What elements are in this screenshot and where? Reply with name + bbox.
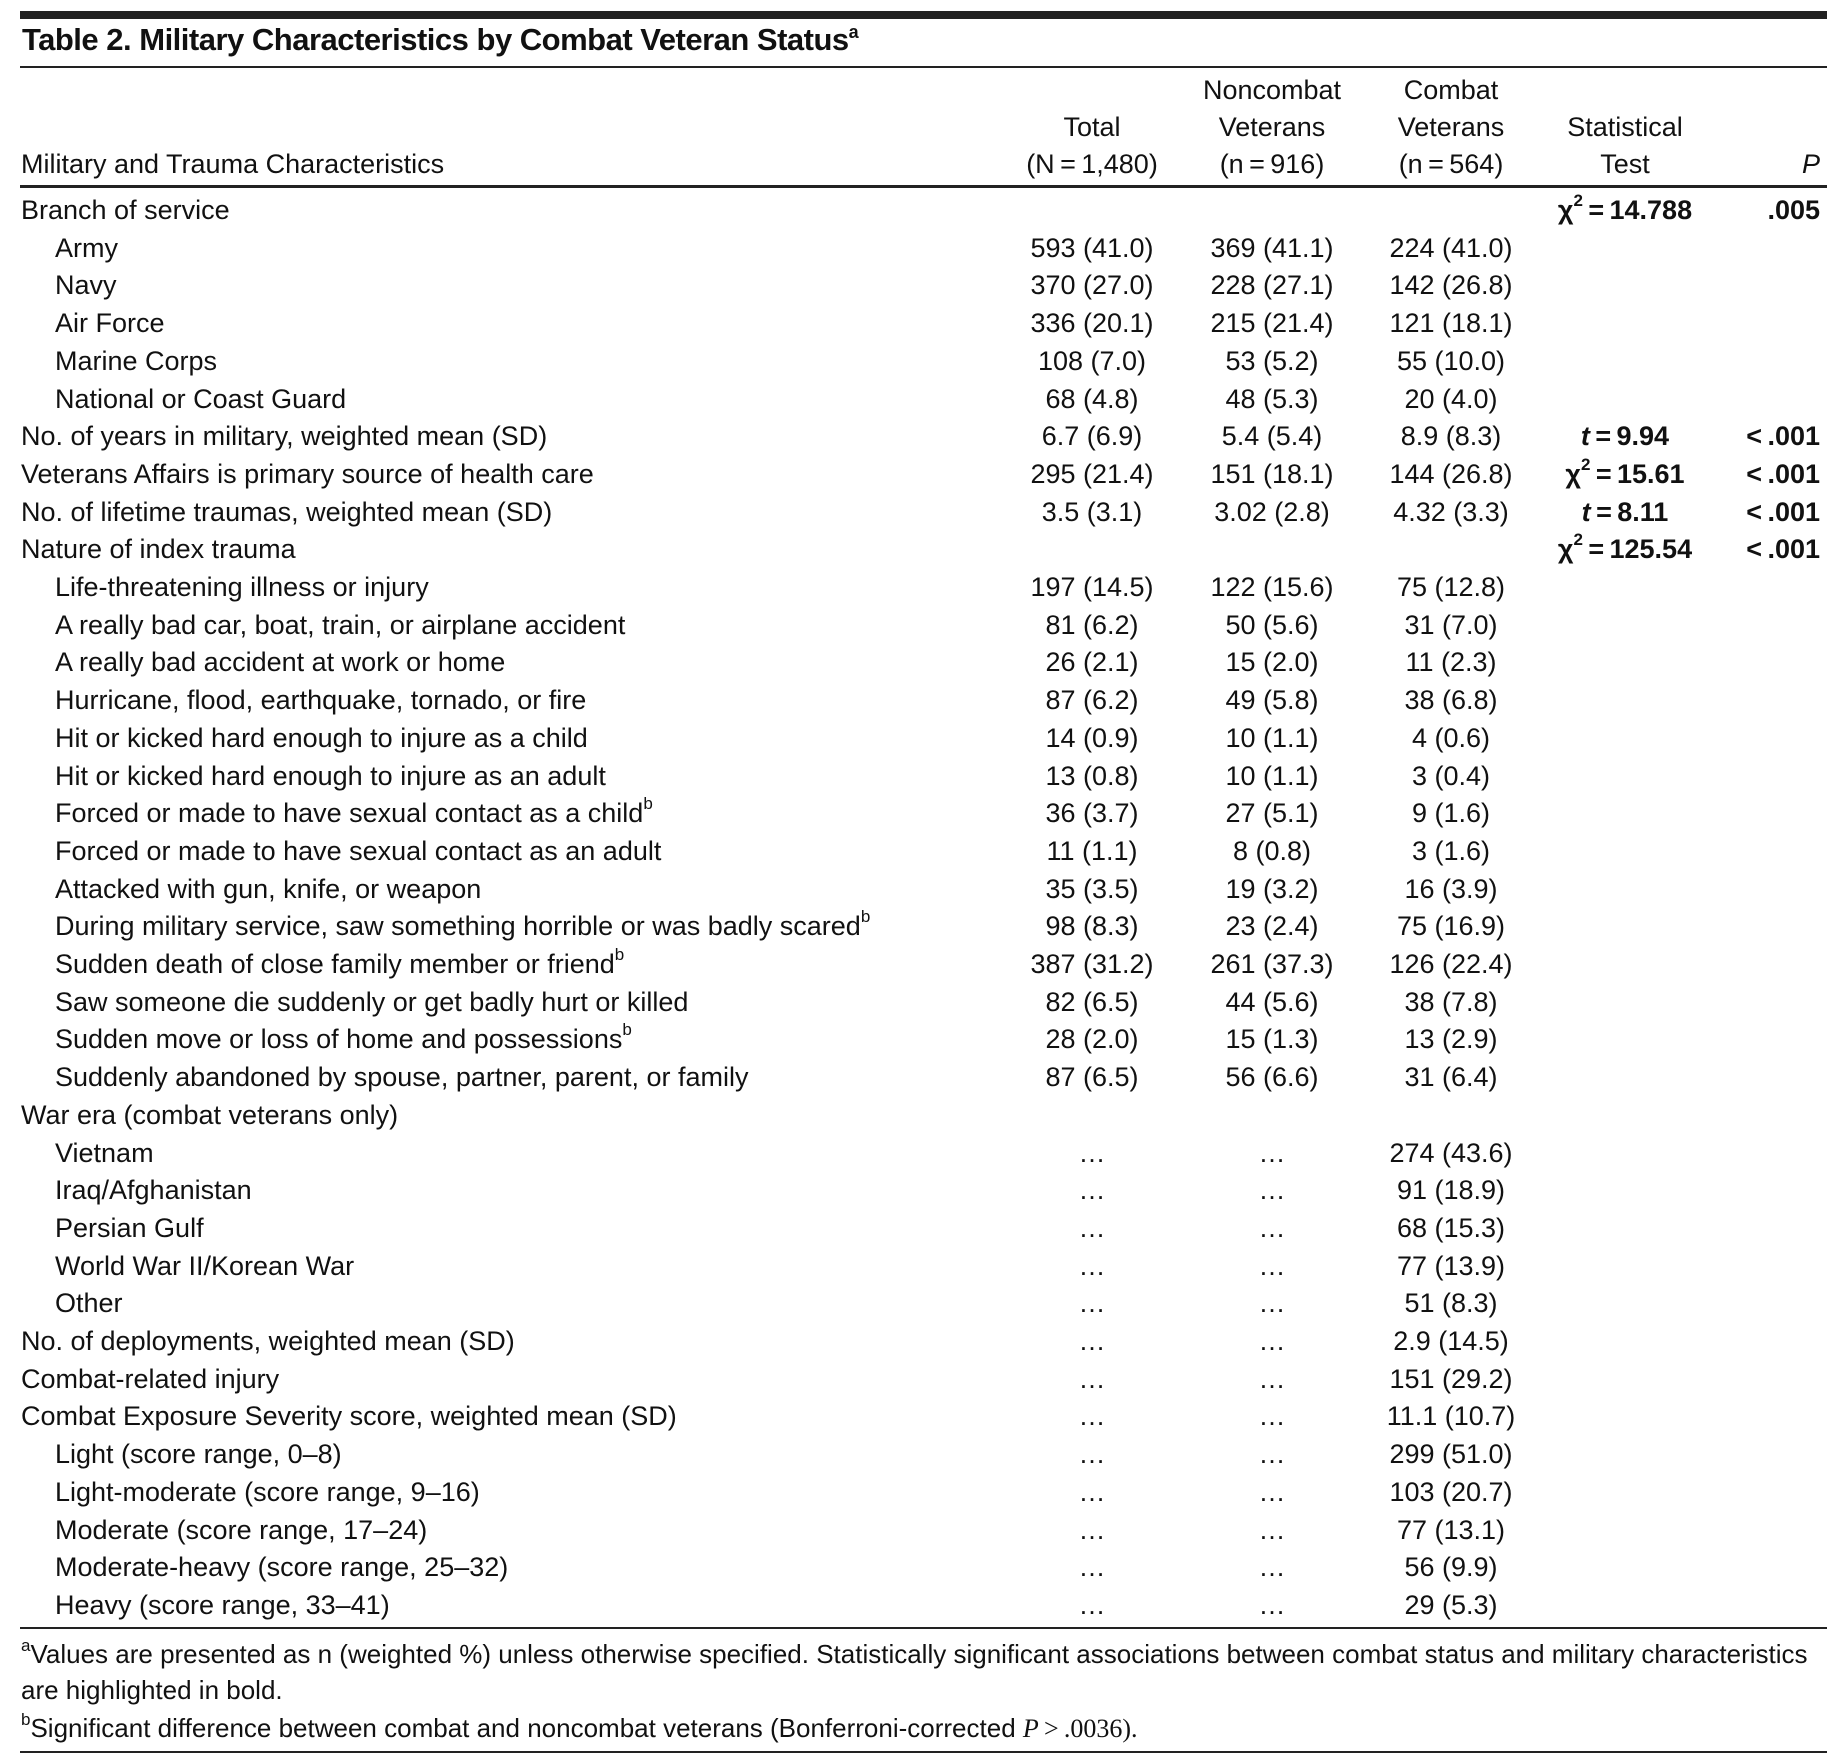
row-label (55, 342, 217, 380)
table-row (0, 493, 1837, 531)
table-row (0, 417, 1837, 455)
row-label-text: Army (55, 232, 118, 263)
cell-total: 6.7 (6.9) (1041, 421, 1143, 452)
cell-combat: 103 (20.7) (1389, 1476, 1513, 1507)
row-label-text: No. of years in military, weighted mean (SD) (21, 421, 548, 452)
cell-noncombat: 53 (5.2) (1225, 345, 1319, 376)
row-label-text: Heavy (score range, 33–41) (55, 1589, 390, 1620)
cell-noncombat: … (1258, 1514, 1286, 1545)
footnote-b-mark: b (21, 1710, 31, 1729)
cell-combat: 142 (26.8) (1389, 270, 1513, 301)
table-row (0, 1397, 1837, 1435)
test-variable: χ (1557, 195, 1574, 225)
row-label-text: Combat-related injury (21, 1363, 280, 1394)
cell-combat: 274 (43.6) (1389, 1137, 1513, 1168)
row-label (55, 719, 588, 757)
cell-noncombat: 15 (2.0) (1225, 647, 1319, 678)
table-row (0, 681, 1837, 719)
row-label (55, 870, 481, 908)
test-value: = 14.788 (1582, 195, 1693, 225)
cell-combat: 31 (6.4) (1404, 1062, 1498, 1093)
cell-total: … (1078, 1250, 1106, 1281)
row-label-text: Hurricane, flood, earthquake, tornado, or fire (55, 685, 587, 716)
row-label (21, 191, 230, 229)
cell-total: 68 (4.8) (1045, 383, 1139, 414)
row-label-text: A really bad accident at work or home (55, 647, 506, 678)
cell-total: 14 (0.9) (1045, 722, 1139, 753)
row-label (55, 1284, 123, 1322)
header-noncombat-line3: (n = 916) (1219, 149, 1325, 179)
cell-p-value: .005 (1767, 195, 1820, 225)
row-label-text: Nature of index trauma (21, 534, 296, 565)
cell-combat: 121 (18.1) (1389, 308, 1513, 339)
table-row (0, 530, 1837, 568)
cell-combat: 29 (5.3) (1404, 1589, 1498, 1620)
cell-combat: 144 (26.8) (1389, 458, 1513, 489)
cell-noncombat: 27 (5.1) (1225, 798, 1319, 829)
test-variable: χ (1565, 458, 1581, 489)
row-label-text: National or Coast Guard (55, 383, 347, 414)
cell-noncombat: 122 (15.6) (1210, 572, 1334, 602)
header-test-line2: Test (1600, 149, 1650, 179)
header-rule (20, 185, 1827, 188)
table-row (0, 568, 1837, 606)
cell-total: 87 (6.5) (1045, 1062, 1139, 1093)
table-row (0, 304, 1837, 342)
header-total-line1: Total (1063, 112, 1121, 142)
cell-combat: 4 (0.6) (1411, 722, 1491, 753)
table-row (0, 1322, 1837, 1360)
row-label (21, 1360, 279, 1398)
cell-noncombat: … (1258, 1589, 1286, 1620)
row-label (55, 643, 505, 681)
header-test (1530, 109, 1720, 183)
table-row (0, 1134, 1837, 1172)
table-row (0, 455, 1837, 493)
footnote-mark: b (622, 1020, 632, 1040)
cell-noncombat: 8 (0.8) (1232, 835, 1312, 866)
footnote-mark: b (614, 945, 625, 964)
test-superscript: 2 (1573, 530, 1583, 550)
header-combat-line3: (n = 564) (1398, 149, 1504, 179)
cell-p-value: < .001 (1746, 534, 1820, 565)
row-label (55, 568, 429, 606)
cell-combat: 4.32 (3.3) (1393, 496, 1509, 527)
cell-statistical-test (1530, 417, 1720, 455)
row-label (55, 1058, 748, 1096)
cell-noncombat: 15 (1.3) (1225, 1024, 1319, 1055)
row-label-text: A really bad car, boat, train, or airplane accident (55, 609, 626, 640)
test-variable: t (1580, 421, 1590, 452)
cell-combat: 75 (12.8) (1396, 572, 1506, 602)
cell-statistical-test (1530, 493, 1720, 531)
row-label (55, 907, 870, 945)
cell-noncombat: 23 (2.4) (1225, 911, 1319, 942)
header-total-line2: (N = 1,480) (1026, 149, 1158, 179)
test-variable: t (1581, 496, 1591, 527)
cell-noncombat: … (1258, 1476, 1286, 1507)
row-label-text: Forced or made to have sexual contact as a child (55, 798, 644, 829)
cell-noncombat: 215 (21.4) (1210, 308, 1334, 339)
cell-total: … (1078, 1589, 1106, 1620)
cell-noncombat: 10 (1.1) (1225, 760, 1319, 791)
test-superscript: 2 (1573, 191, 1583, 210)
row-label (55, 1435, 342, 1473)
row-label (55, 757, 606, 795)
row-label (55, 983, 688, 1021)
cell-noncombat: … (1258, 1250, 1286, 1281)
table-row (0, 380, 1837, 418)
cell-total: 387 (31.2) (1030, 949, 1154, 979)
table-row (0, 1548, 1837, 1586)
table-row (0, 1096, 1837, 1134)
table-row (0, 1511, 1837, 1549)
footnote-b-tail: > .0036). (1038, 1714, 1138, 1743)
header-noncombat-line1: Noncombat (1202, 75, 1342, 105)
row-label (55, 1209, 204, 1247)
footnote-b-p: P (1022, 1714, 1039, 1743)
header-noncombat-line2: Veterans (1218, 112, 1326, 142)
test-superscript: 2 (1580, 454, 1591, 474)
table-row (0, 342, 1837, 380)
cell-total: … (1078, 1476, 1106, 1507)
row-label (21, 530, 296, 568)
header-p: P (1801, 149, 1820, 179)
row-label (55, 794, 653, 832)
cell-noncombat: 151 (18.1) (1210, 458, 1334, 489)
cell-combat: 51 (8.3) (1404, 1288, 1498, 1319)
cell-combat: 11 (2.3) (1405, 647, 1497, 678)
row-label-text: Iraq/Afghanistan (55, 1175, 252, 1206)
table-row (0, 870, 1837, 908)
table-row (0, 1360, 1837, 1398)
row-label (21, 455, 594, 493)
cell-total: 197 (14.5) (1030, 572, 1154, 602)
row-label-text: Sudden death of close family member or friend (55, 949, 615, 979)
cell-total: 36 (3.7) (1045, 798, 1139, 829)
cell-combat: 126 (22.4) (1389, 949, 1513, 979)
cell-combat: 2.9 (14.5) (1393, 1326, 1509, 1356)
row-label-text: Forced or made to have sexual contact as an adult (55, 835, 662, 866)
title-rule (20, 66, 1827, 68)
row-label-text: Branch of service (21, 195, 230, 225)
cell-total: 13 (0.8) (1045, 760, 1139, 791)
row-label (55, 1473, 480, 1511)
cell-combat: 8.9 (8.3) (1400, 421, 1502, 452)
cell-combat: 151 (29.2) (1389, 1363, 1513, 1394)
cell-total: … (1078, 1326, 1106, 1356)
row-label (55, 1586, 390, 1624)
table-row (0, 643, 1837, 681)
cell-total: 295 (21.4) (1030, 458, 1154, 489)
cell-combat: 299 (51.0) (1389, 1439, 1513, 1470)
header-combat-line2: Veterans (1397, 112, 1505, 142)
cell-total: 593 (41.0) (1030, 232, 1154, 263)
footnote-mark: b (860, 907, 871, 927)
table-row (0, 983, 1837, 1021)
cell-noncombat: … (1258, 1439, 1286, 1470)
header-noncombat (1192, 72, 1352, 183)
row-label-text: Veterans Affairs is primary source of health care (21, 458, 594, 489)
cell-total: 28 (2.0) (1045, 1024, 1139, 1055)
table-row (0, 1020, 1837, 1058)
cell-combat: 20 (4.0) (1404, 383, 1498, 414)
table-row (0, 832, 1837, 870)
cell-total: 336 (20.1) (1030, 308, 1154, 339)
cell-combat: 38 (7.8) (1404, 986, 1498, 1017)
cell-noncombat: 3.02 (2.8) (1214, 496, 1330, 527)
cell-noncombat: 49 (5.8) (1225, 685, 1319, 716)
row-label (55, 606, 625, 644)
table-row (0, 1284, 1837, 1322)
cell-noncombat: 56 (6.6) (1225, 1062, 1319, 1093)
cell-combat: 77 (13.1) (1396, 1514, 1506, 1545)
table-row (0, 1435, 1837, 1473)
row-label (55, 1020, 632, 1058)
cell-noncombat: 10 (1.1) (1225, 722, 1319, 753)
cell-combat: 31 (7.0) (1404, 609, 1498, 640)
top-thick-rule (20, 11, 1827, 19)
cell-noncombat: … (1258, 1137, 1286, 1168)
table-row (0, 907, 1837, 945)
cell-total: … (1078, 1137, 1106, 1168)
cell-total: … (1078, 1514, 1106, 1545)
bottom-rule (20, 1751, 1827, 1753)
cell-noncombat: … (1258, 1175, 1286, 1206)
cell-statistical-test (1530, 530, 1720, 568)
table-row (0, 757, 1837, 795)
body-bottom-rule (20, 1627, 1827, 1629)
cell-combat: 68 (15.3) (1396, 1212, 1506, 1243)
row-label (55, 304, 165, 342)
title-footnote-mark: a (848, 22, 859, 42)
cell-combat: 3 (1.6) (1411, 835, 1491, 866)
table-row (0, 191, 1837, 229)
row-label (55, 1171, 252, 1209)
cell-total: 108 (7.0) (1037, 345, 1147, 376)
row-label-text: Suddenly abandoned by spouse, partner, parent, or family (55, 1062, 749, 1093)
cell-noncombat: 261 (37.3) (1210, 949, 1334, 979)
row-label-text: Combat Exposure Severity score, weighted mean (SD) (21, 1401, 677, 1432)
row-label-text: No. of deployments, weighted mean (SD) (21, 1326, 515, 1356)
row-label-text: Light-moderate (score range, 9–16) (55, 1476, 480, 1507)
cell-combat: 75 (16.9) (1396, 911, 1506, 942)
row-label-text: Light (score range, 0–8) (55, 1439, 342, 1470)
footnote-b (21, 1710, 1811, 1747)
cell-noncombat: … (1258, 1363, 1286, 1394)
row-label-text: Sudden move or loss of home and possessions (55, 1024, 623, 1055)
row-label (55, 681, 586, 719)
cell-total: … (1078, 1363, 1106, 1394)
row-label (21, 417, 547, 455)
row-label (21, 1397, 677, 1435)
table-row (0, 1473, 1837, 1511)
cell-combat: 13 (2.9) (1404, 1024, 1498, 1055)
row-label-text: Marine Corps (55, 345, 218, 376)
row-label-text: No. of lifetime traumas, weighted mean (SD) (21, 496, 553, 527)
cell-noncombat: 369 (41.1) (1210, 232, 1334, 263)
cell-combat: 9 (1.6) (1411, 798, 1491, 829)
cell-total: 81 (6.2) (1045, 609, 1139, 640)
row-label-text: Moderate-heavy (score range, 25–32) (55, 1552, 509, 1583)
row-label-text: Navy (55, 270, 117, 301)
cell-combat: 3 (0.4) (1411, 760, 1491, 791)
row-label-text: Air Force (55, 308, 165, 339)
row-label (21, 493, 552, 531)
cell-total: 370 (27.0) (1030, 270, 1154, 301)
cell-combat: 38 (6.8) (1404, 685, 1498, 716)
title-text: Table 2. Military Characteristics by Combat Veteran Status (22, 22, 849, 57)
table-row (0, 945, 1837, 983)
cell-noncombat: 19 (3.2) (1225, 873, 1319, 904)
cell-total: … (1078, 1288, 1106, 1319)
cell-noncombat: … (1258, 1326, 1286, 1356)
row-label-text: Life-threatening illness or injury (55, 572, 429, 602)
row-label (55, 1247, 354, 1285)
row-label-text: Other (55, 1288, 123, 1319)
cell-total: 98 (8.3) (1045, 911, 1139, 942)
cell-total: … (1078, 1552, 1106, 1583)
table-title (22, 22, 858, 58)
cell-noncombat: 48 (5.3) (1225, 383, 1319, 414)
table-row (0, 1209, 1837, 1247)
row-label (55, 945, 624, 983)
cell-noncombat: … (1258, 1212, 1286, 1243)
footnote-a-text: Values are presented as n (weighted %) unless otherwise specified. Statistically significant associations between combat status and military characteristics are highlighted in bold. (21, 1639, 1808, 1705)
cell-total: 87 (6.2) (1045, 685, 1139, 716)
table-row (0, 229, 1837, 267)
table-row (0, 606, 1837, 644)
row-label (55, 1134, 154, 1172)
cell-total: … (1078, 1212, 1106, 1243)
cell-total: … (1078, 1401, 1106, 1432)
row-label-text: Persian Gulf (55, 1212, 204, 1243)
footnote-a (21, 1636, 1811, 1708)
cell-combat: 55 (10.0) (1396, 345, 1506, 376)
row-label-text: Saw someone die suddenly or get badly hurt or killed (55, 986, 689, 1017)
cell-noncombat: … (1258, 1552, 1286, 1583)
table-row (0, 1058, 1837, 1096)
table-row (0, 266, 1837, 304)
cell-combat: 224 (41.0) (1389, 232, 1513, 263)
table-row (0, 794, 1837, 832)
row-label (21, 1096, 398, 1134)
cell-total: … (1078, 1175, 1106, 1206)
cell-noncombat: … (1258, 1401, 1286, 1432)
cell-combat: 16 (3.9) (1404, 873, 1498, 904)
row-label (55, 1548, 508, 1586)
table-row (0, 1247, 1837, 1285)
header-test-line1: Statistical (1567, 112, 1683, 142)
header-combat-line1: Combat (1403, 75, 1499, 105)
row-label-text: World War II/Korean War (55, 1250, 355, 1281)
cell-p-value: < .001 (1746, 421, 1820, 452)
cell-noncombat: 50 (5.6) (1225, 609, 1319, 640)
header-combat (1371, 72, 1531, 183)
row-label (55, 229, 118, 267)
footnote-mark: b (643, 794, 653, 814)
test-value: = 125.54 (1582, 534, 1693, 565)
row-label (21, 1322, 515, 1360)
row-label-text: Attacked with gun, knife, or weapon (55, 873, 482, 904)
cell-p-value: < .001 (1746, 458, 1820, 489)
cell-statistical-test (1530, 455, 1720, 493)
cell-noncombat: 228 (27.1) (1210, 270, 1334, 301)
header-characteristics: Military and Trauma Characteristics (21, 149, 445, 179)
header-total (1012, 109, 1172, 183)
test-value: = 8.11 (1590, 496, 1669, 527)
cell-total: 11 (1.1) (1046, 835, 1138, 866)
cell-combat: 91 (18.9) (1396, 1175, 1506, 1206)
row-label (55, 266, 117, 304)
test-value: = 9.94 (1589, 421, 1670, 452)
cell-total: … (1078, 1439, 1106, 1470)
test-variable: χ (1557, 534, 1574, 565)
cell-noncombat: … (1258, 1288, 1286, 1319)
cell-combat: 11.1 (10.7) (1386, 1401, 1516, 1432)
cell-total: 3.5 (3.1) (1041, 496, 1143, 527)
row-label (55, 380, 346, 418)
footnote-a-mark: a (21, 1636, 31, 1655)
cell-total: 82 (6.5) (1045, 986, 1139, 1017)
cell-combat: 77 (13.9) (1396, 1250, 1506, 1281)
row-label-text: Hit or kicked hard enough to injure as a child (55, 722, 588, 753)
row-label-text: During military service, saw something horrible or was badly scared (55, 911, 861, 942)
cell-total: 35 (3.5) (1045, 873, 1139, 904)
footnote-b-text: Significant difference between combat and noncombat veterans (Bonferroni-corrected (30, 1713, 1023, 1743)
table-row (0, 719, 1837, 757)
cell-statistical-test (1530, 191, 1720, 229)
row-label-text: Moderate (score range, 17–24) (55, 1514, 428, 1545)
cell-total: 26 (2.1) (1045, 647, 1139, 678)
cell-p-value: < .001 (1746, 496, 1820, 527)
table-row (0, 1171, 1837, 1209)
cell-combat: 56 (9.9) (1404, 1552, 1498, 1583)
test-value: = 15.61 (1590, 458, 1685, 489)
row-label-text: Vietnam (55, 1137, 154, 1168)
cell-noncombat: 5.4 (5.4) (1221, 421, 1323, 452)
cell-noncombat: 44 (5.6) (1225, 986, 1319, 1017)
table-row (0, 1586, 1837, 1624)
row-label (55, 832, 661, 870)
row-label-text: Hit or kicked hard enough to injure as an adult (55, 760, 606, 791)
row-label-text: War era (combat veterans only) (21, 1099, 399, 1130)
row-label (55, 1511, 427, 1549)
